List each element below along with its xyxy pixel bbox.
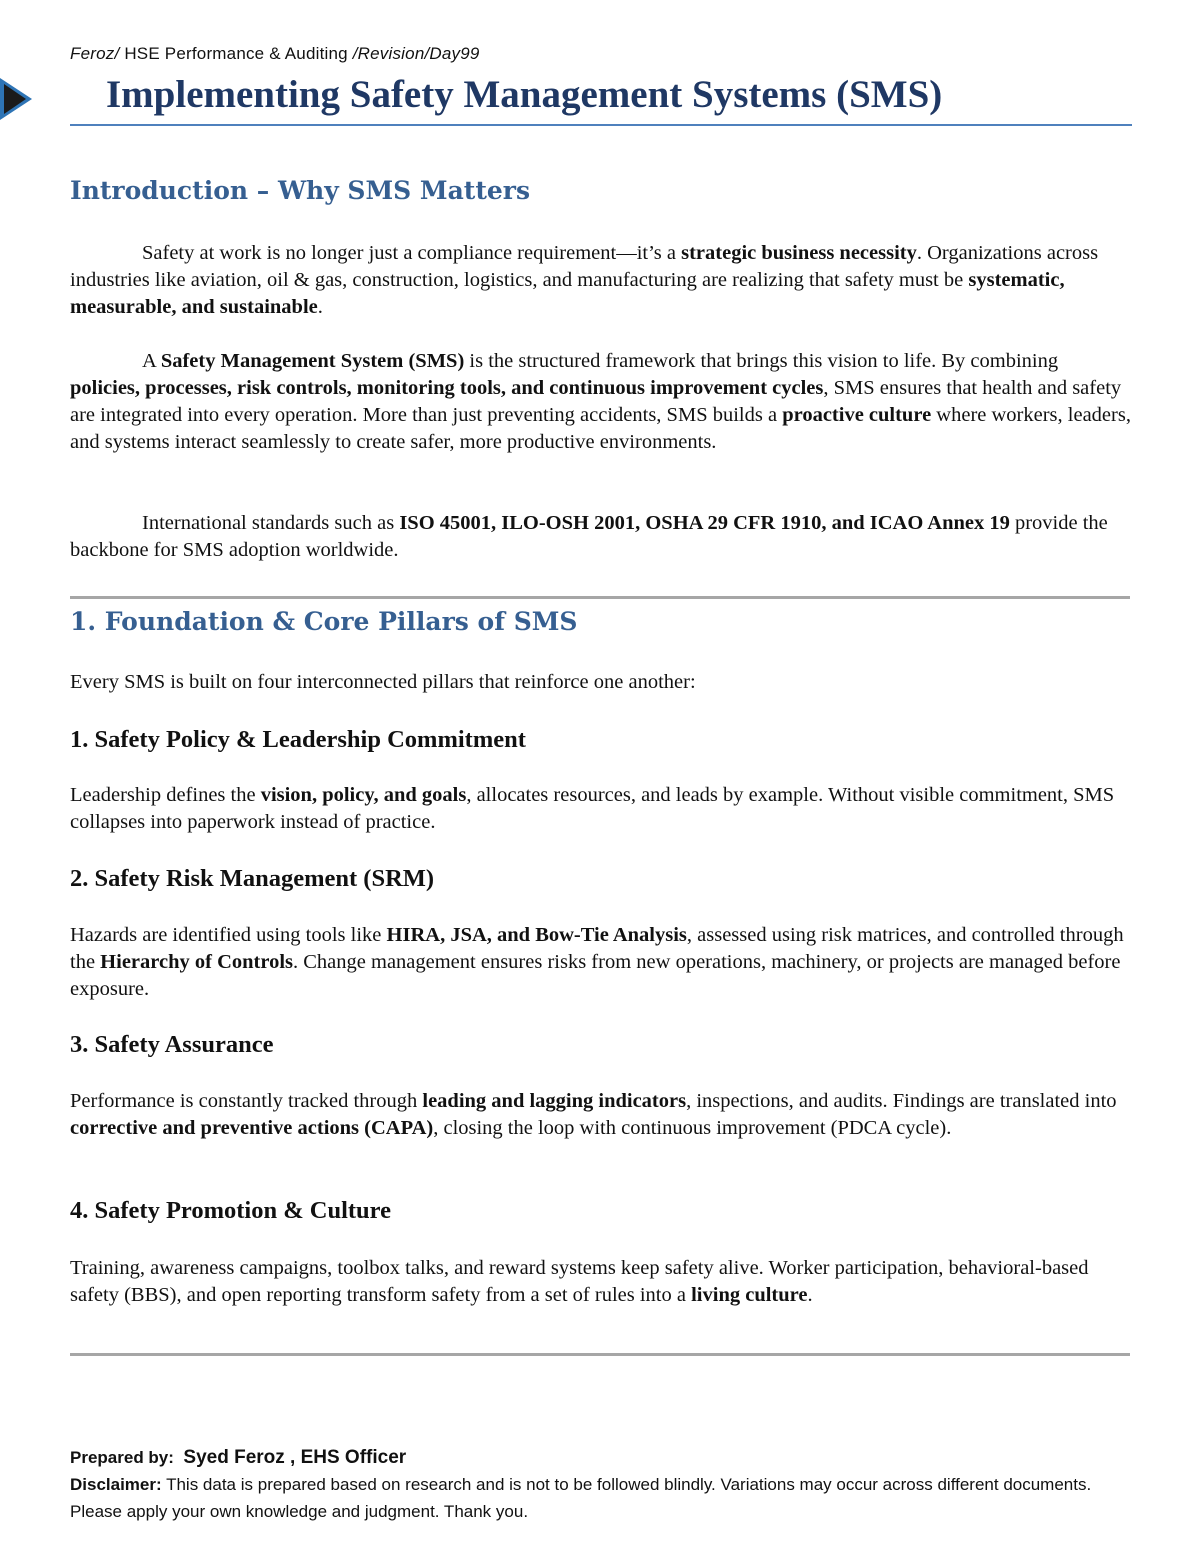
header-course: HSE Performance & Auditing [124,44,348,63]
intro-paragraph-3: International standards such as ISO 45001, ILO-OSH 2001, OSHA 29 CFR 1910, and ICAO Annex 19 provide the backbone for SMS adoption worldwide. [70,512,1108,561]
document-title: Implementing Safety Management Systems (SMS) [106,73,943,116]
section1-lead: Every SMS is built on four interconnected pillars that reinforce one another: [70,671,696,693]
section1-heading: 1. Foundation & Core Pillars of SMS [70,607,578,636]
pillar-3-text: Performance is constantly tracked through leading and lagging indicators, inspections, and audits. Findings are translated into corrective and preventive actions (CAPA), closing the loop with continuous improvement (PDCA cycle). [70,1090,1117,1139]
title-underline [70,124,1132,126]
intro-heading: Introduction – Why SMS Matters [70,176,531,205]
prepared-by: Prepared by: Syed Feroz , EHS Officer [70,1447,407,1468]
running-header [70,44,480,64]
arrow-icon [0,76,32,122]
header-author: Feroz/ [70,44,120,63]
pillar-2-text: Hazards are identified using tools like HIRA, JSA, and Bow-Tie Analysis, assessed using risk matrices, and controlled through the Hierarchy of Controls. Change management ensures risks from new operations, machinery, or projects are managed before exposure. [70,924,1124,1000]
disclaimer: Disclaimer: This data is prepared based on research and is not to be followed blindly. Variations may occur across different documents. Please apply your own knowledge and judgment. Thank you. [70,1475,1092,1521]
pillar-1-text: Leadership defines the vision, policy, and goals, allocates resources, and leads by example. Without visible commitment, SMS collapses into paperwork instead of practice. [70,784,1115,833]
intro-paragraph-2: A Safety Management System (SMS) is the structured framework that brings this vision to life. By combining policies, processes, risk controls, monitoring tools, and continuous improvement cycles, SMS ensures that health and safety are integrated into every operation. More than just preventing accidents, SMS builds a proactive culture where workers, leaders, and systems interact seamlessly to create safer, more productive environments. [70,350,1131,453]
header-path: /Revision/Day99 [352,44,480,63]
section-divider [70,596,1130,599]
pillar-4-title: 4. Safety Promotion & Culture [70,1197,391,1224]
section-divider-bottom [70,1353,1130,1356]
pillar-4-text: Training, awareness campaigns, toolbox talks, and reward systems keep safety alive. Worker participation, behavioral-based safety (BBS), and open reporting transform safety from a set of rules into a living culture. [70,1257,1089,1306]
pillar-3-title: 3. Safety Assurance [70,1031,274,1058]
footer [70,1444,1132,1525]
intro-paragraph-1: Safety at work is no longer just a compliance requirement—it’s a strategic business necessity. Organizations across industries like aviation, oil & gas, construction, logistics, and manufacturing are realizing that safety must be systematic, measurable, and sustainable. [70,242,1099,318]
pillar-1-title: 1. Safety Policy & Leadership Commitment [70,726,526,753]
pillar-2-title: 2. Safety Risk Management (SRM) [70,865,435,892]
